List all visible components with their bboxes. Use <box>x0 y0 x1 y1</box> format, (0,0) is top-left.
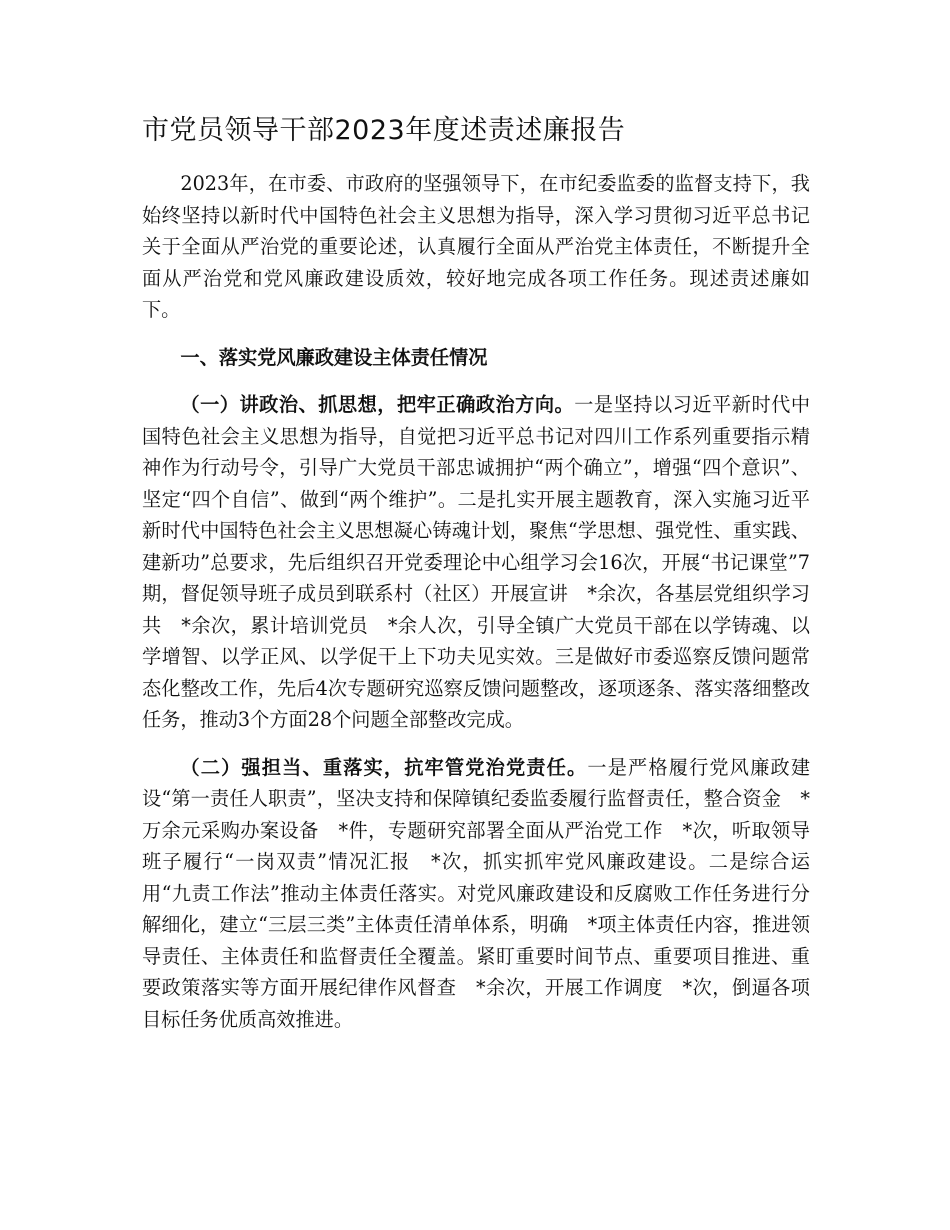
document-title: 市党员领导干部2023年度述责述廉报告 <box>142 115 626 146</box>
subsection-1-body: 一是坚持以习近平新时代中国特色社会主义思想为指导，自觉把习近平总书记对四川工作系列重要指示精神作为行动号令，引导广大党员干部忠诚拥护“两个确立”，增强“四个意识”、坚定“四个自信”、做到“两个维护”。二是扎实开展主题教育，深入实施习近平新时代中国特色社会主义思想凝心铸魂计划，聚焦“学思想、强党性、重实践、建新功”总要求，先后组织召开党委理论中心组学习会16次，开展“书记课堂”7期，督促领导班子成员到联系村（社区）开展宣讲 *余次，各基层党组织学习共 *余次，累计培训党员 *余人次，引导全镇广大党员干部在以学铸魂、以学增智、以学正风、以学促干上下功夫见实效。三是做好市委巡察反馈问题常态化整改工作，先后4次专题研究巡察反馈问题整改，逐项逐条、落实落细整改任务，推动3个方面28个问题全部整改完成。 <box>142 393 811 731</box>
intro-paragraph: 2023年，在市委、市政府的坚强领导下，在市纪委监委的监督支持下，我始终坚持以新时代中国特色社会主义思想为指导，深入学习贯彻习近平总书记关于全面从严治党的重要论述，认真履行全面从严治党主体责任，不断提升全面从严治党和党风廉政建设质效，较好地完成各项工作任务。现述责述廉如下。 <box>142 172 810 321</box>
subsection-1-lead: （一）讲政治、抓思想，把牢正确政治方向。 <box>180 393 575 416</box>
subsection-2-body: 一是严格履行党风廉政建设“第一责任人职责”，坚决支持和保障镇纪委监委履行监督责任，整合资金 *万余元采购办案设备 *件，专题研究部署全面从严治党工作 *次，听取领导班子履行“一岗双责”情况汇报 *次，抓实抓牢党风廉政建设。二是综合运用“九责工作法”推动主体责任落实。对党风廉政建设和反腐败工作任务进行分解细化，建立“三层三类”主体责任清单体系，明确 *项主体责任内容，推进领导责任、主体责任和监督责任全覆盖。紧盯重要时间节点、重要项目推进、重要政策落实等方面开展纪律作风督查 *余次，开展工作调度 *次，倒逼各项目标任务优质高效推进。 <box>142 755 811 1031</box>
document-page <box>142 112 810 1035</box>
subsection-2-paragraph <box>142 752 810 1036</box>
subsection-2-lead: （二）强担当、重落实，抗牢管党治党责任。 <box>180 755 588 779</box>
section-heading: 一、落实党风廉政建设主体责任情况 <box>180 345 488 369</box>
subsection-1-paragraph <box>142 389 810 736</box>
